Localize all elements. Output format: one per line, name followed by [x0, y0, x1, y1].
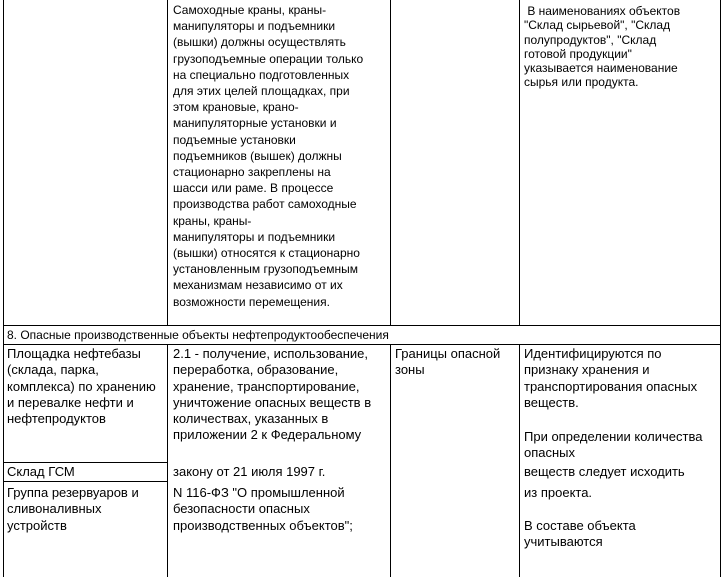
object-fuel-warehouse: Склад ГСМ	[7, 464, 75, 479]
hazard-zone-boundaries: Границы опасной зоны	[395, 346, 501, 378]
table-border-right	[720, 0, 721, 577]
identification-note: Идентифицируются по признаку хранения и транспортирования опасных веществ.	[524, 346, 698, 410]
warehouse-naming-note: В наименованиях объектов "Склад сырьевой", "Склад полупродуктов", "Склад готовой продукции" указывается наименование сырья или продукта.	[524, 4, 681, 90]
column-divider-2-lower	[390, 344, 391, 577]
cell-divider-gsm-bottom	[3, 481, 168, 482]
column-divider-2	[390, 0, 391, 325]
quantity-note-part-b: веществ следует исходить	[524, 464, 685, 479]
quantity-note-part-c: из проекта.	[524, 485, 593, 500]
criteria-text-part2: закону от 21 июля 1997 г.	[173, 464, 326, 479]
crane-requirements-text: Самоходные краны, краны- манипуляторы и подъемники (вышки) должны осуществлять грузоподъемные операции только на специально подготовленных для этих целей площадках, при этом крановые, крано- манипуляторные установки и подъемные установки подъемников (вышек) должны стационарно закреплены на шасси или раме. В процессе производства работ самоходные краны, краны- манипуляторы и подъемники (вышки) относятся к стационарно установленным грузоподъемным механизмам независимо от их возможности перемещения.	[173, 3, 364, 309]
object-oil-depot-site: Площадка нефтебазы (склада, парка, комплекса) по хранению и перевалке нефти и нефтепродуктов	[7, 346, 156, 427]
row-divider-section-top	[3, 325, 721, 326]
criteria-text-part1: 2.1 - получение, использование, переработка, образование, хранение, транспортирование, уничтожение опасных веществ в количествах, указанных в приложении 2 к Федеральному	[173, 346, 372, 443]
object-tank-group: Группа резервуаров и сливоналивных устройств	[7, 485, 139, 533]
column-divider-3-lower	[519, 344, 520, 577]
row-divider-section-bottom	[3, 344, 721, 345]
column-divider-1-lower	[167, 344, 168, 577]
cell-divider-gsm-top	[3, 462, 168, 463]
quantity-note-part-a: При определении количества опасных	[524, 429, 703, 461]
column-divider-3	[519, 0, 520, 325]
table-border-left	[3, 0, 4, 577]
criteria-text-part3: N 116-ФЗ "О промышленной безопасности опасных производственных объектов";	[173, 485, 353, 533]
section-8-header: 8. Опасные производственные объекты нефтепродуктообеспечения	[7, 328, 389, 342]
composition-note: В составе объекта учитываются	[524, 518, 636, 550]
column-divider-1	[167, 0, 168, 325]
